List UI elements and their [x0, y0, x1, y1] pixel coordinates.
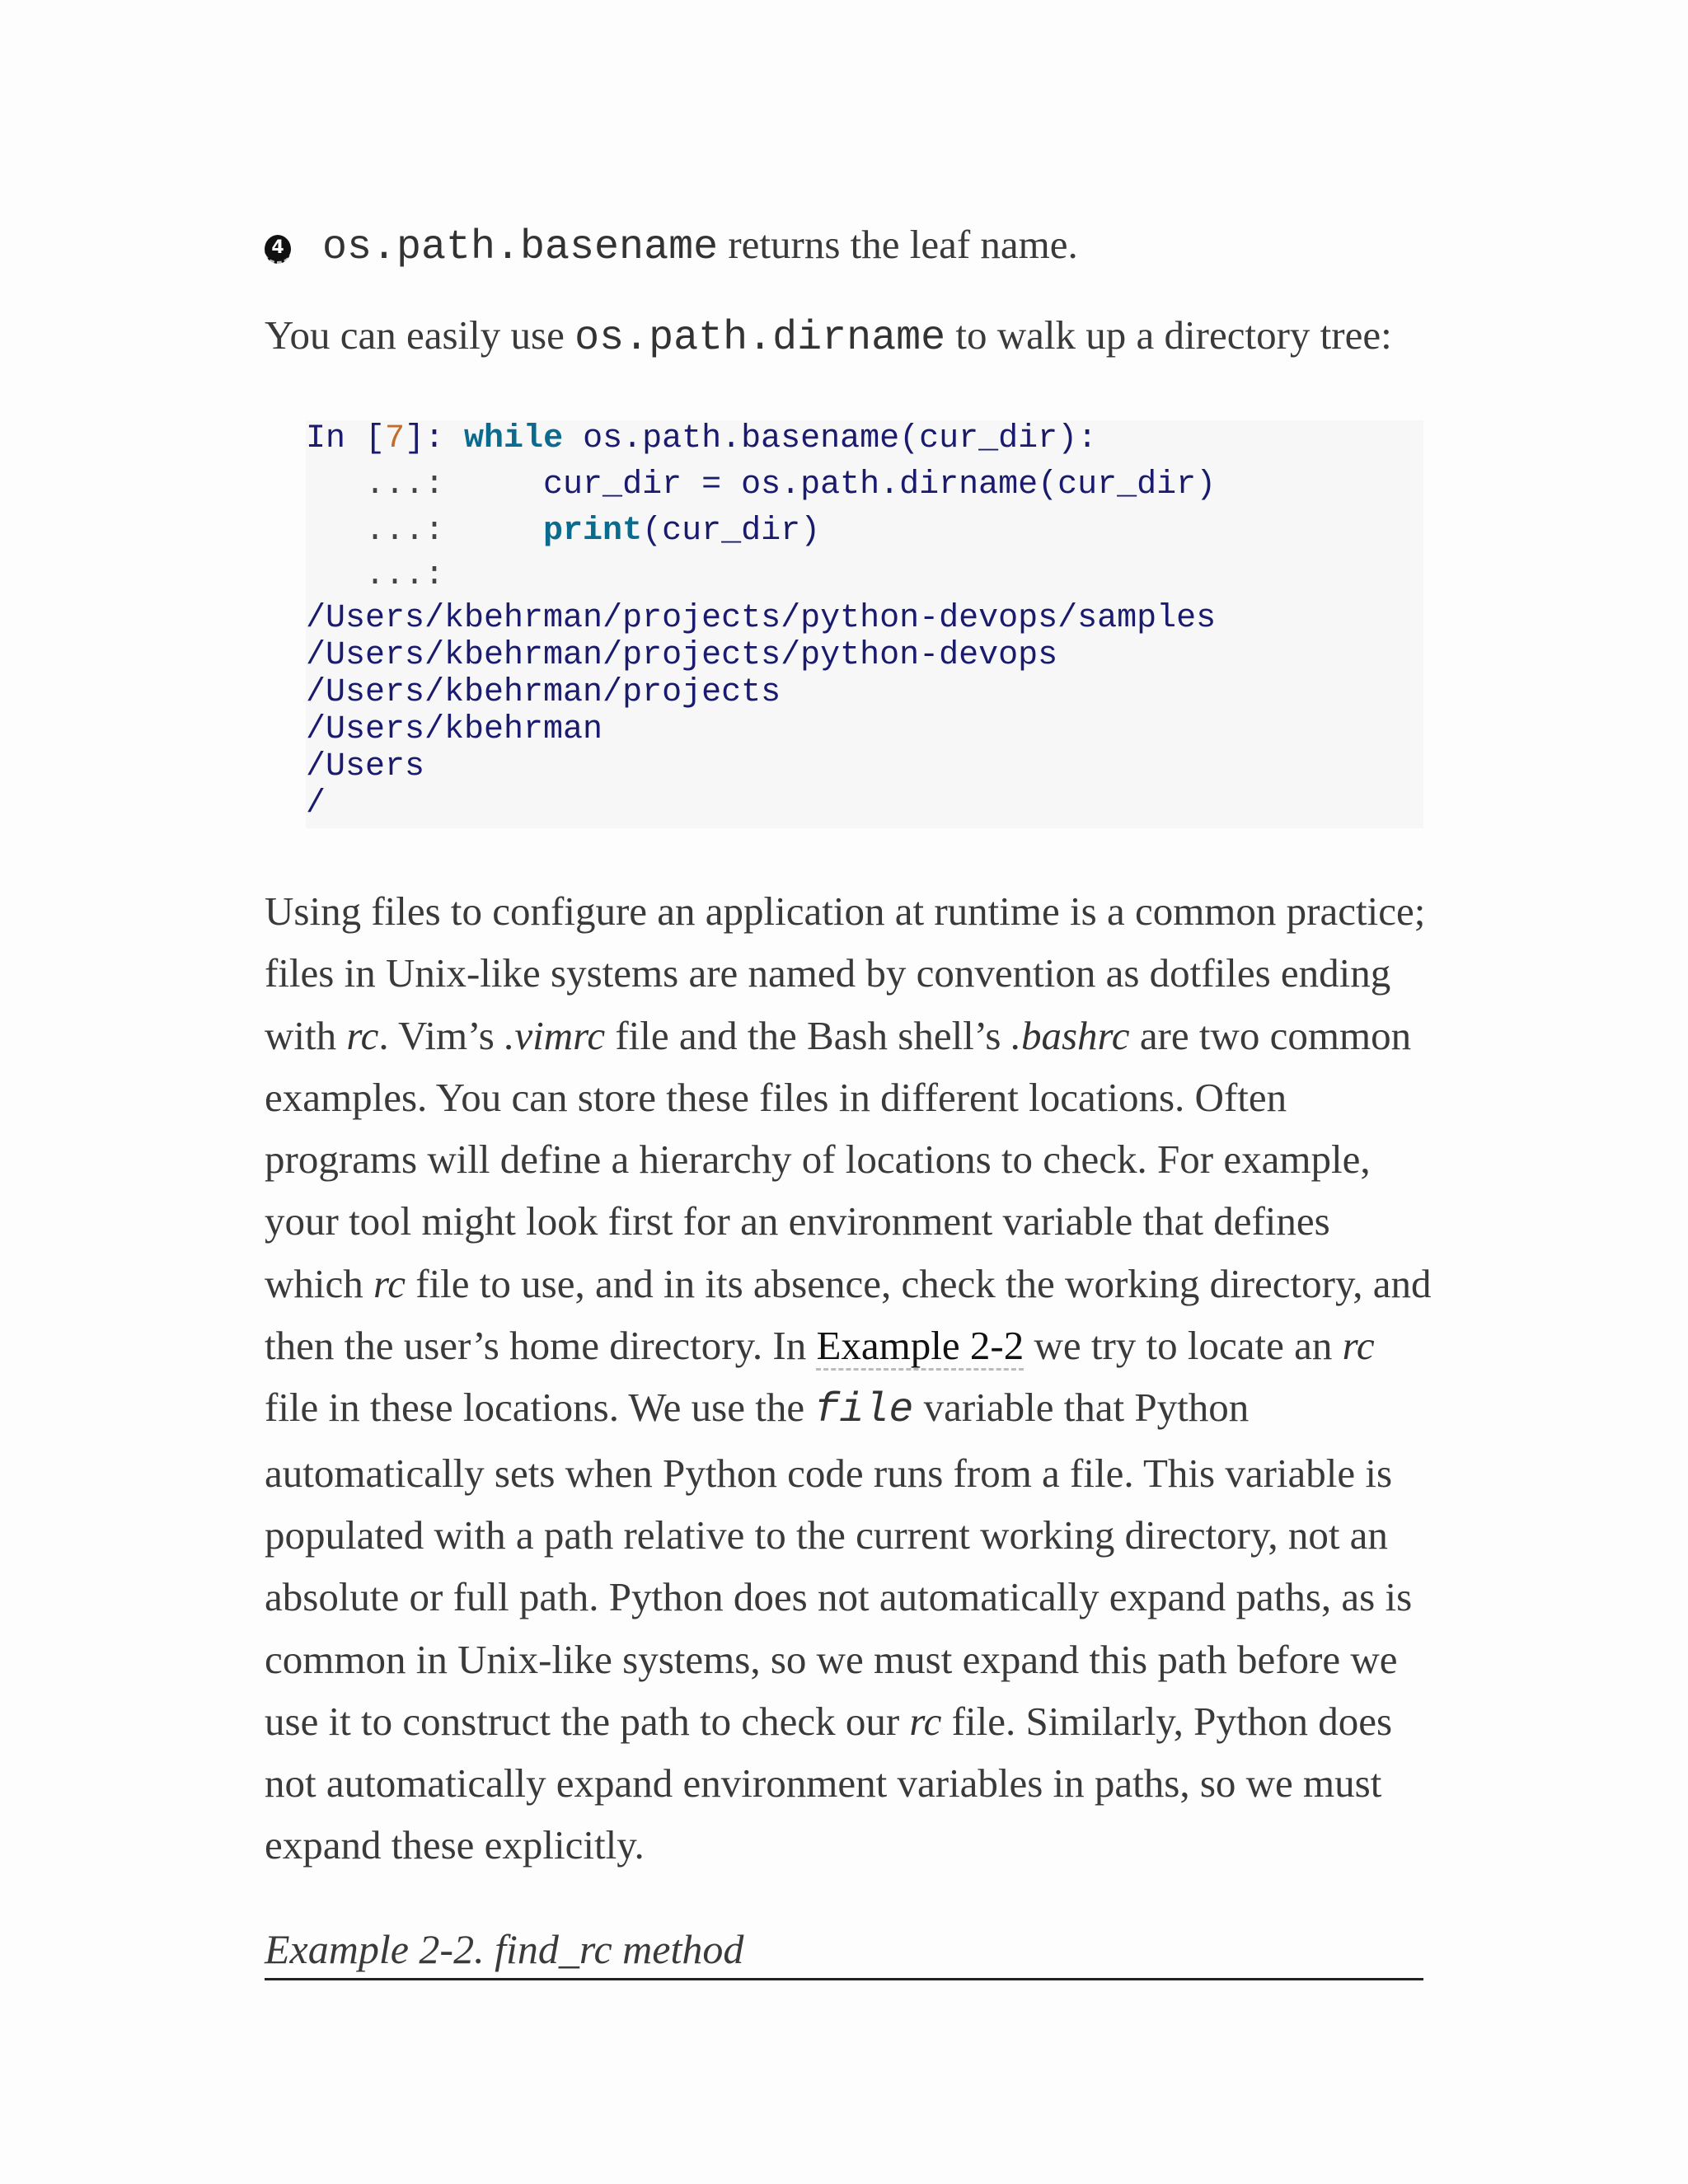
body-text: are two common examples. You can store these files in different locations. Often programs will define a hierarchy of locations to check. For example, your tool might look first for an environment variable that defines which — [265, 1012, 1412, 1306]
code-indent — [464, 513, 543, 550]
bashrc-term: .bashrc — [1010, 1012, 1130, 1058]
prompt-number: 7 — [385, 420, 406, 457]
rc-term: rc — [373, 1260, 406, 1306]
vimrc-term: .vimrc — [504, 1012, 606, 1058]
intro-paragraph — [265, 307, 1392, 368]
rc-term: rc — [1342, 1323, 1375, 1369]
intro-text-before: You can easily use — [265, 312, 575, 358]
output-line: /Users/kbehrman/projects/python-devops — [306, 637, 1058, 674]
prompt-close: ]: — [405, 420, 465, 457]
body-text: Using files to configure an application at runtime is a common practice; files in Unix-like systems are named by convention as dotfiles ending with — [265, 888, 1426, 1058]
callout-annotation — [265, 216, 1078, 277]
callout-text: returns the leaf name. — [718, 222, 1078, 267]
code-line-3-rest: (cur_dir) — [642, 513, 821, 550]
code-line-1-rest: os.path.basename(cur_dir): — [563, 420, 1098, 457]
body-text: file in these locations. We use the — [265, 1385, 815, 1431]
example-cross-reference-link[interactable]: Example 2-2 — [816, 1323, 1024, 1371]
code-line-4: ...: — [306, 557, 445, 594]
body-text: . Vim’s — [378, 1012, 505, 1058]
keyword-while: while — [464, 420, 564, 457]
file-variable-code: file — [814, 1387, 914, 1435]
rc-term: rc — [346, 1012, 379, 1058]
body-paragraph — [265, 880, 1435, 1877]
code-line-1 — [306, 420, 1097, 457]
example-caption: Example 2-2. find_rc method — [265, 1920, 1423, 1980]
output-line: /Users/kbehrman/projects/python-devops/samples — [306, 600, 1217, 637]
code-line-3 — [306, 513, 820, 550]
code-block — [306, 420, 1423, 828]
body-text: file. Similarly, Python does not automatically expand environment variables in paths, so we must expand these explicitly. — [265, 1698, 1393, 1868]
body-text: variable that Python automatically sets when Python code runs from a file. This variable is populated with a path relative to the current working directory, not an absolute or full path. Python does not automatically expand paths, as is common in Unix-like systems, so we must expand this path before we use it to construct the path to check our — [265, 1385, 1413, 1744]
callout-code: os.path.basename — [322, 224, 719, 271]
body-text: file and the Bash shell’s — [605, 1012, 1011, 1058]
output-line: /Users/kbehrman/projects — [306, 674, 781, 711]
code-line-2-rest: cur_dir = os.path.dirname(cur_dir) — [464, 466, 1217, 504]
prompt-in: In [ — [306, 420, 386, 457]
continuation-prompt: ...: — [306, 466, 465, 504]
keyword-print: print — [543, 513, 643, 550]
code-line-2 — [306, 466, 1216, 504]
continuation-prompt: ...: — [306, 513, 465, 550]
body-text: file to use, and in its absence, check the working directory, and then the user’s home directory. In — [265, 1260, 1432, 1369]
body-text: we try to locate an — [1024, 1323, 1343, 1369]
output-line: /Users/kbehrman — [306, 711, 603, 748]
output-line: / — [306, 785, 326, 823]
rc-term: rc — [909, 1698, 942, 1744]
intro-code: os.path.dirname — [574, 315, 946, 362]
output-line: /Users — [306, 748, 425, 785]
callout-number-icon[interactable]: 4 — [265, 235, 291, 264]
intro-text-after: to walk up a directory tree: — [945, 312, 1392, 358]
